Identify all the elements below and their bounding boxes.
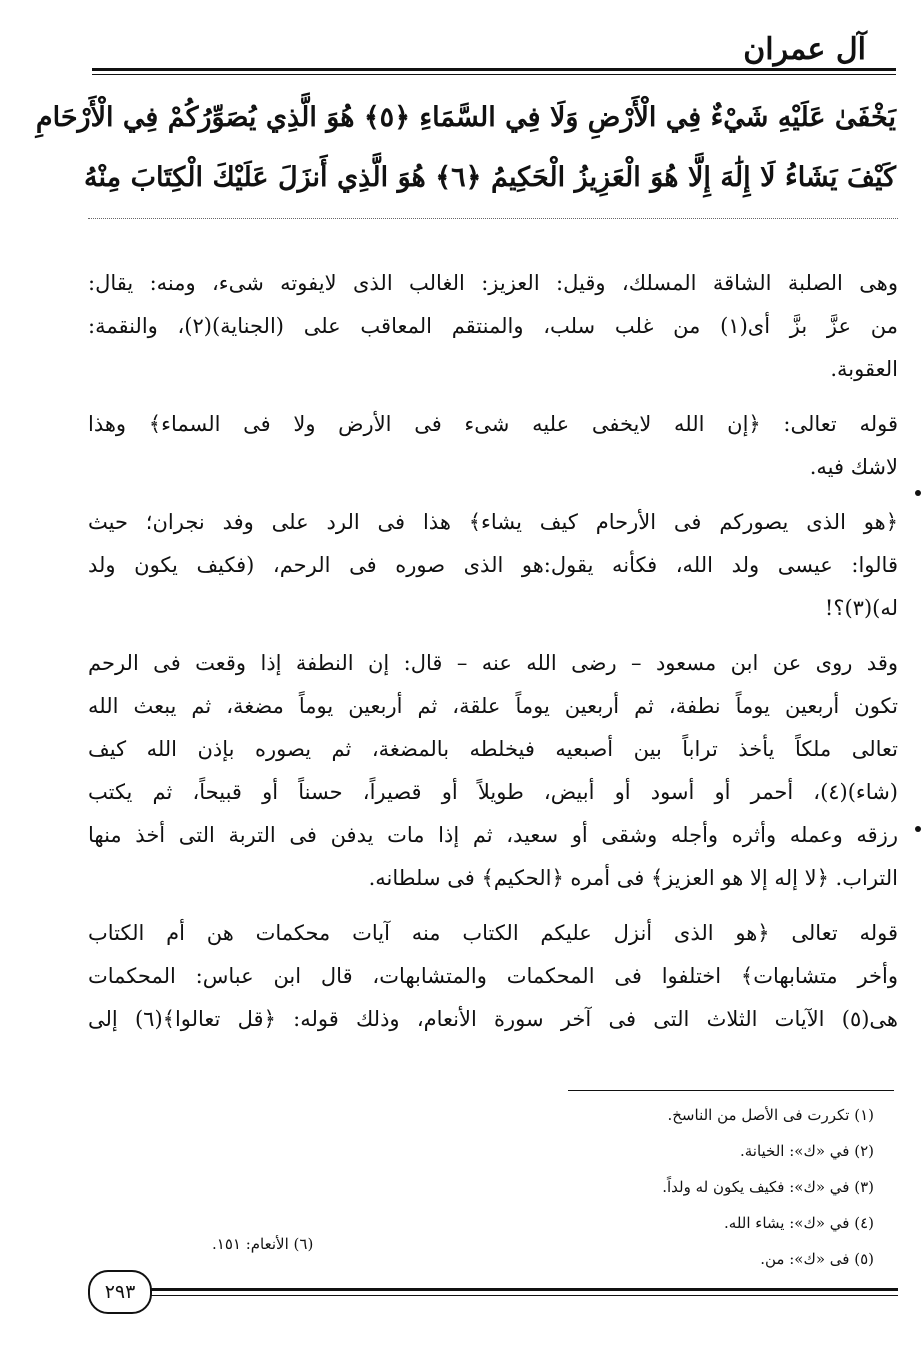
text-line: له)(٣)؟!	[824, 596, 898, 620]
commentary-paragraph-4	[88, 642, 898, 900]
text-line: لاشك فيه.	[809, 455, 898, 479]
text-line: وأخر متشابهات﴾ اختلفوا فى المحكمات والمتشابهات، قال ابن عباس: المحكمات	[88, 964, 898, 988]
footnote-2: (٢) في «ك»: الخيانة.	[739, 1142, 874, 1160]
text-line: وقد روى عن ابن مسعود – رضى الله عنه – قال: إن النطفة إذا وقعت فى الرحم	[88, 651, 898, 675]
commentary-body	[88, 262, 898, 1053]
footnote-1: (١) تكررت فى الأصل من الناسخ.	[667, 1106, 874, 1124]
text-line: ﴿هو الذى يصوركم فى الأرحام كيف يشاء﴾ هذا فى الرد على وفد نجران؛ حيث	[88, 510, 898, 534]
header-rule-thin	[92, 74, 896, 75]
quran-verse-block	[35, 88, 896, 208]
text-line: التراب. ﴿لا إله إلا هو العزيز﴾ فى أمره ﴿الحكيم﴾ فى سلطانه.	[368, 866, 898, 890]
verse-line-1: يَخْفَىٰ عَلَيْهِ شَيْءٌ فِي الْأَرْضِ وَلَا فِي السَّمَاءِ ﴿٥﴾ هُوَ الَّذِي يُصَوِّرُكُمْ فِي الْأَرْحَامِ	[35, 102, 896, 133]
footnote-6: (٦) الأنعام: ١٥١.	[212, 1235, 314, 1253]
surah-header-title: آل عمران	[743, 32, 866, 67]
margin-dot	[915, 826, 921, 832]
footer-rule-thick	[150, 1288, 898, 1291]
footnote-5: (٥) فى «ك»: من.	[760, 1250, 874, 1268]
page-number: ٢٩٣	[88, 1270, 152, 1314]
commentary-paragraph-3	[88, 501, 898, 630]
text-line: هى(٥) الآيات الثلاث التى فى آخر سورة الأنعام، وذلك قوله: ﴿قل تعالوا﴾(٦) إلى	[88, 1007, 898, 1031]
margin-dot	[915, 490, 921, 496]
verse-separator-dotted	[88, 218, 898, 219]
footnote-3: (٣) في «ك»: فكيف يكون له ولداً.	[662, 1178, 874, 1196]
commentary-paragraph-2	[88, 403, 898, 489]
commentary-paragraph-1	[88, 262, 898, 391]
text-line: من عزَّ بزَّ أى(١) من غلب سلب، والمنتقم المعاقب على (الجناية)(٢)، والنقمة:	[88, 314, 898, 338]
text-line: وهى الصلبة الشاقة المسلك، وقيل: العزيز: الغالب الذى لايفوته شىء، ومنه: يقال:	[88, 271, 899, 295]
text-line: تكون أربعين يوماً نطفة، ثم أربعين يوماً علقة، ثم أربعين يوماً مضغة، ثم يبعث الله	[88, 694, 898, 718]
text-line: قالوا: عيسى ولد الله، فكأنه يقول:هو الذى صوره فى الرحم، (فكيف يكون ولد	[88, 553, 898, 577]
text-line: قوله تعالى ﴿هو الذى أنزل عليكم الكتاب منه آيات محكمات هن أم الكتاب	[88, 921, 898, 945]
commentary-paragraph-5	[88, 912, 898, 1041]
text-line: تعالى ملكاً يأخذ تراباً بين أصبعيه فيخلطه بالمضغة، ثم يصوره بإذن الله كيف	[88, 737, 898, 761]
text-line: رزقه وعمله وأثره وأجله وشقى أو سعيد، ثم إذا مات يدفن فى التربة التى أخذ منها	[88, 823, 898, 847]
text-line: العقوبة.	[830, 357, 898, 381]
footer-rule-thin	[150, 1295, 898, 1296]
text-line: (شاء)(٤)، أحمر أو أسود أو أبيض، طويلاً أو قصيراً، حسناً أو قبيحاً، ثم يكتب	[88, 780, 898, 804]
verse-line-2: كَيْفَ يَشَاءُ لَا إِلَٰهَ إِلَّا هُوَ الْعَزِيزُ الْحَكِيمُ ﴿٦﴾ هُوَ الَّذِي أَنزَلَ عَلَيْكَ الْكِتَابَ مِنْهُ	[84, 162, 896, 193]
footnote-4: (٤) في «ك»: يشاء الله.	[724, 1214, 874, 1232]
text-line: قوله تعالى: ﴿إن الله لايخفى عليه شىء فى الأرض ولا فى السماء﴾ وهذا	[88, 412, 898, 436]
header-rule-thick	[92, 68, 896, 71]
footnote-rule	[568, 1090, 894, 1091]
